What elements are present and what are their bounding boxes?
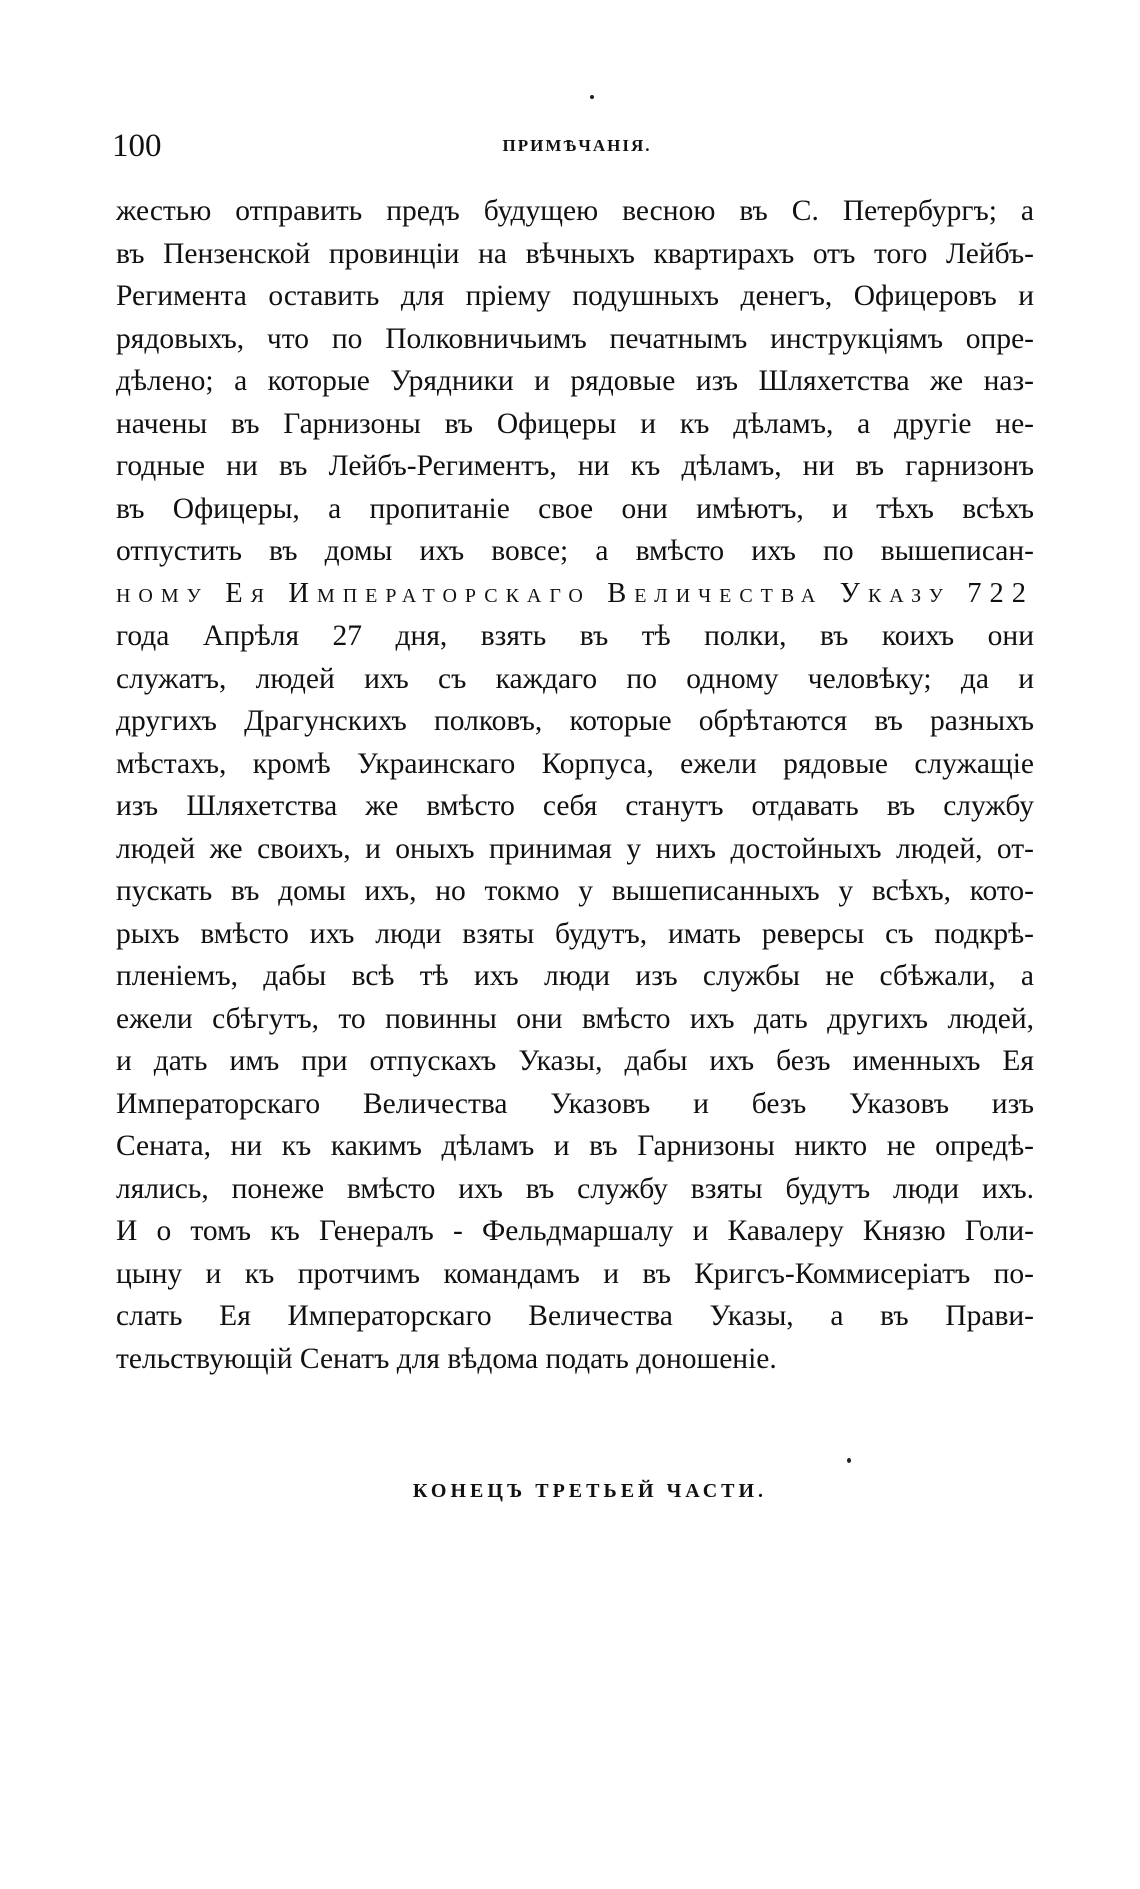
text-line: въ Офицеры, а пропитаніе свое они имѣютъ, и тѣхъ всѣхъ [116, 492, 1034, 525]
text-line: и дать имъ при отпускахъ Указы, дабы ихъ безъ именныхъ Ея [116, 1045, 1034, 1077]
text-line: дѣлено; а которые Урядники и рядовые изъ Шляхетства же наз- [116, 365, 1034, 397]
text-line: людей же своихъ, и оныхъ принимая у нихъ достойныхъ людей, от- [116, 832, 1034, 865]
text-line: И о томъ къ Генералъ - Фельдмаршалу и Кавалеру Князю Голи- [116, 1215, 1034, 1247]
text-line: Регимента оставить для пріему подушныхъ денегъ, Офицеровъ и [116, 280, 1034, 312]
print-speck [590, 95, 594, 99]
text-line: служатъ, людей ихъ съ каждаго по одному человѣку; да и [116, 662, 1034, 695]
text-line: года Апрѣля 27 дня, взять въ тѣ полки, въ коихъ они [116, 620, 1034, 652]
text-line: Императорскаго Величества Указовъ и безъ Указовъ изъ [116, 1087, 1034, 1120]
text-line: отпустить въ домы ихъ вовсе; а вмѣсто ихъ по вышеписан- [116, 535, 1034, 567]
page-header [112, 126, 1042, 166]
text-line: пленіемъ, дабы всѣ тѣ ихъ люди изъ службы не сбѣжали, а [116, 960, 1034, 992]
end-of-part-mark: КОНЕЦЪ ТРЕТЬЕЙ ЧАСТИ. [412, 1480, 768, 1502]
text-line: ному Ея Императорскаго Величества Указу 722 [116, 577, 1034, 609]
text-line: жестью отправить предъ будущею весною въ С. Петербургъ; а [116, 195, 1034, 227]
text-line: начены въ Гарнизоны въ Офицеры и къ дѣламъ, а другіе не- [116, 407, 1034, 440]
page-number: 100 [112, 128, 162, 164]
text-line: тельствующій Сенатъ для вѣдома подать доношеніе. [116, 1342, 777, 1375]
text-line: слать Ея Императорскаго Величества Указы, а въ Прави- [116, 1300, 1034, 1332]
text-line: изъ Шляхетства же вмѣсто себя станутъ отдавать въ службу [116, 790, 1034, 822]
body-text [116, 190, 1034, 1380]
text-line: рыхъ вмѣсто ихъ люди взяты будутъ, имать реверсы съ подкрѣ- [116, 917, 1034, 950]
text-line: другихъ Драгунскихъ полковъ, которые обрѣтаются въ разныхъ [116, 705, 1034, 737]
print-speck [847, 1458, 851, 1463]
text-line: пускать въ домы ихъ, но токмо у вышеписанныхъ у всѣхъ, кото- [116, 875, 1034, 907]
running-head: ПРИМѢЧАНІЯ. [502, 136, 652, 155]
text-line: ежели сбѣгутъ, то повинны они вмѣсто ихъ дать другихъ людей, [116, 1002, 1034, 1035]
text-line: въ Пензенской провинціи на вѣчныхъ квартирахъ отъ того Лейбъ- [116, 237, 1034, 270]
text-line: годные ни въ Лейбъ-Региментъ, ни къ дѣламъ, ни въ гарнизонъ [116, 450, 1034, 482]
text-line: Сената, ни къ какимъ дѣламъ и въ Гарнизоны никто не опредѣ- [116, 1130, 1034, 1162]
text-line: цыну и къ протчимъ командамъ и въ Кригсъ-Коммисеріатъ по- [116, 1257, 1034, 1290]
text-line: мѣстахъ, кромѣ Украинскаго Корпуса, ежели рядовые служащіе [116, 747, 1034, 780]
text-line: рядовыхъ, что по Полковничьимъ печатнымъ инструкціямъ опре- [116, 322, 1034, 355]
text-line: лялись, понеже вмѣсто ихъ въ службу взяты будутъ люди ихъ. [116, 1172, 1034, 1205]
